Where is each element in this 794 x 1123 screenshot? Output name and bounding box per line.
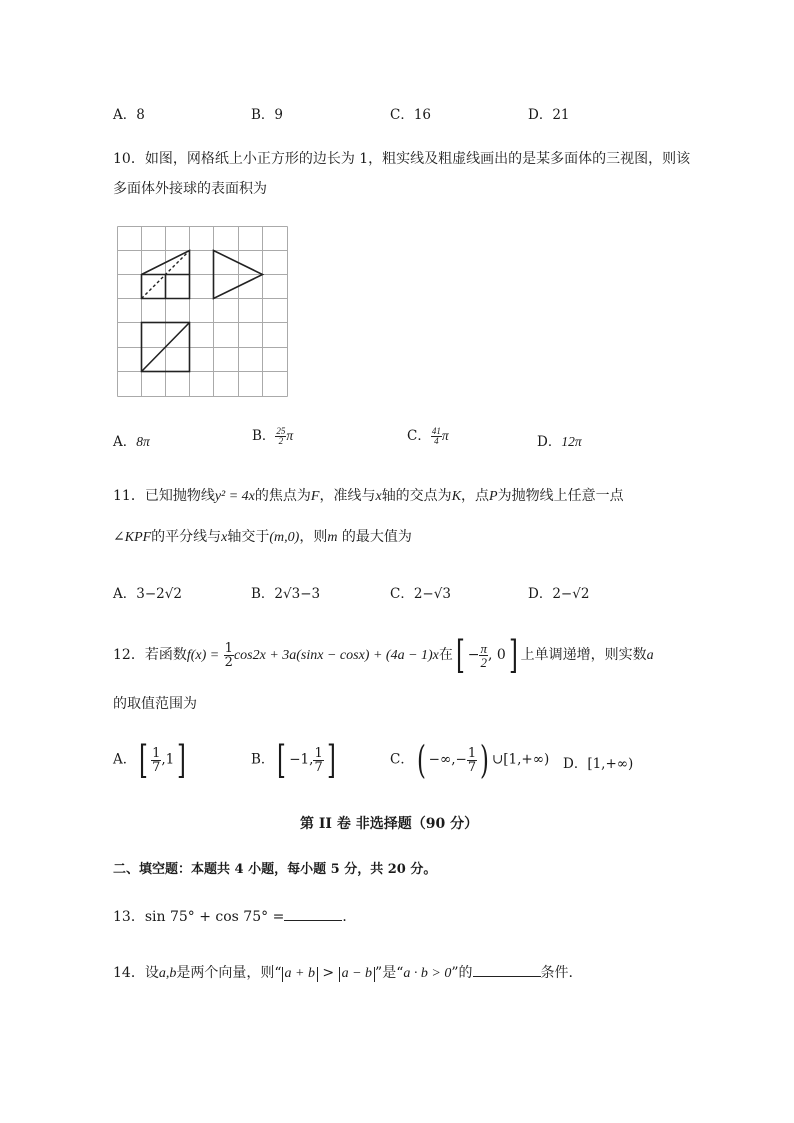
q12-option-a: A．[ $\frac{1}{7}$ ,1] — [113, 738, 187, 782]
q10-option-d: D．12π — [537, 434, 582, 450]
q10-option-b: B． $\frac{25}{2}$ π — [252, 426, 294, 446]
q9-option-c: C．16 — [390, 107, 432, 123]
q10-option-a: A．8π — [113, 434, 150, 450]
q11-option-b: B．2√3−3 — [251, 586, 321, 602]
q10-stem-line1: 10．如图，网格纸上小正方形的边长为 1，粗实线及粗虚线画出的是某多面体的三视图，则该 — [113, 151, 691, 167]
section-title: 第 II 卷 非选择题（90 分） — [300, 816, 479, 832]
q11-option-c: C．2−√3 — [390, 586, 451, 602]
q11-option-a: A．3−2√2 — [113, 586, 182, 602]
q9-option-b: B．9 — [251, 107, 284, 123]
three-view-grid-figure — [117, 226, 289, 398]
q14-answer-blank[interactable] — [473, 964, 541, 977]
q12-option-d: D．[1,+∞) — [563, 756, 634, 772]
q10-stem-line2: 多面体外接球的表面积为 — [113, 181, 267, 197]
q12-option-b: B．[ −1, $\frac{1}{7}$ ] — [251, 738, 336, 782]
q14-stem: 14．设a,b是两个向量，则“ a + b > a − b ”是“a · b > 0”的 条件. — [113, 965, 573, 981]
q11-stem-line2: ∠KPF的平分线与x轴交于(m,0)，则m 的最大值为 — [113, 529, 412, 545]
q10-option-c: C． $\frac{41}{4}$ π — [407, 426, 449, 446]
q11-stem-line1: 11．已知抛物线y² = 4x的焦点为F，准线与x轴的交点为K，点P为抛物线上任意一点 — [113, 488, 624, 504]
q12-stem-line1: 12．若函数f(x) = $\frac{1}{2}$ cos2x + 3a(sinx − cosx) + (4a − 1)x在[ − $\frac{\pi}{2}$ , 0] 上单调递增，则实数a — [113, 633, 654, 677]
q12-option-c: C．( −∞,− $\frac{1}{7}$ ) ∪[1,+∞) — [390, 738, 550, 782]
q12-stem-line2: 的取值范围为 — [113, 696, 197, 712]
q9-option-a: A．8 — [113, 107, 145, 123]
q9-option-d: D．21 — [528, 107, 570, 123]
q13-stem: 13．sin 75° + cos 75° = ． — [113, 909, 357, 925]
q11-option-d: D．2−√2 — [528, 586, 590, 602]
part-heading: 二、填空题：本题共 4 小题，每小题 5 分，共 20 分。 — [113, 862, 437, 877]
q13-answer-blank[interactable] — [284, 908, 342, 921]
